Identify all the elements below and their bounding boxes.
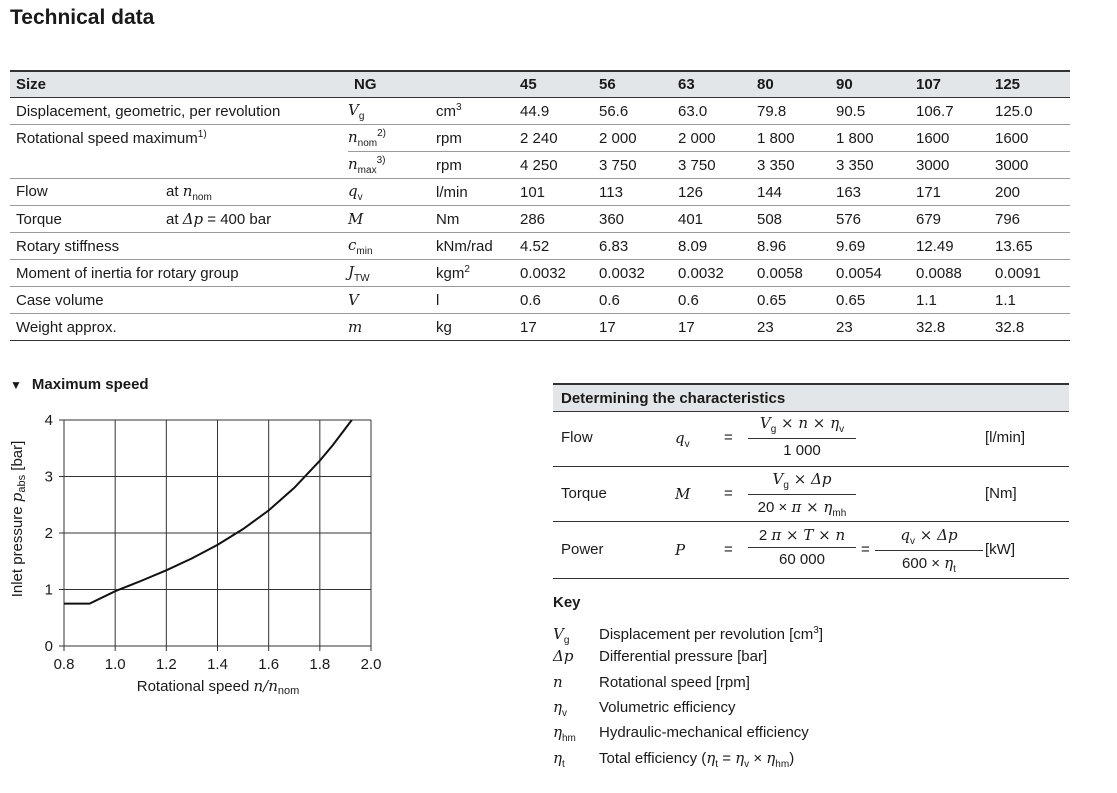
formula-torque (553, 467, 1069, 522)
chart-tick-labels (45, 412, 382, 673)
value-cell: 679 (910, 206, 989, 233)
formula-fraction: $V_g \times \Delta p$ $20 \times \pi \times \eta_{mh}$ (748, 470, 856, 519)
row-symbol: $J_{TW}$ (348, 260, 430, 287)
row-unit: l/min (430, 179, 514, 206)
value-cell: 90.5 (830, 98, 910, 125)
value-cell: 360 (593, 206, 672, 233)
formula-equals: = (861, 541, 870, 558)
row-label: Case volume (10, 287, 348, 314)
table-row (10, 206, 1070, 233)
value-cell: 79.8 (751, 98, 830, 125)
row-label: Rotary stiffness (10, 233, 348, 260)
series-line (64, 420, 352, 604)
header-size-value: 80 (751, 71, 830, 98)
row-unit: l (430, 287, 514, 314)
value-cell: 106.7 (910, 98, 989, 125)
value-cell: 200 (989, 179, 1070, 206)
formula-power (553, 522, 1069, 579)
value-cell: 1600 (989, 125, 1070, 152)
table-header-row (10, 71, 1070, 98)
header-size-value: 107 (910, 71, 989, 98)
header-size-value: 90 (830, 71, 910, 98)
value-cell: 23 (830, 314, 910, 341)
value-cell: 0.6 (672, 287, 751, 314)
value-cell: 1.1 (910, 287, 989, 314)
formula-label: Torque (561, 485, 607, 502)
value-cell: 0.0032 (514, 260, 593, 287)
y-tick-label: 2 (44, 525, 53, 542)
row-unit: kNm/rad (430, 233, 514, 260)
value-cell: 0.0088 (910, 260, 989, 287)
header-size-value: 45 (514, 71, 593, 98)
formula-symbol: $q_v$ (675, 429, 690, 450)
value-cell: 0.65 (751, 287, 830, 314)
value-cell: 44.9 (514, 98, 593, 125)
row-unit: Nm (430, 206, 514, 233)
value-cell: 17 (514, 314, 593, 341)
header-size: Size (10, 71, 348, 98)
x-tick-label: 1.0 (104, 656, 126, 673)
table-row (10, 152, 1070, 179)
row-unit: $cm^3$ (430, 98, 514, 125)
row-label: Moment of inertia for rotary group (10, 260, 348, 287)
x-tick-label: 1.8 (309, 656, 331, 673)
table-row (10, 98, 1070, 125)
key-title: Key (553, 594, 581, 611)
value-cell: 3000 (989, 152, 1070, 179)
value-cell: 8.96 (751, 233, 830, 260)
row-symbol: M (348, 206, 430, 233)
value-cell: 2 000 (593, 125, 672, 152)
formula-equals: = (724, 541, 733, 558)
table-row (10, 287, 1070, 314)
header-ng: NG (348, 71, 430, 98)
formula-equals: = (724, 485, 733, 502)
value-cell: 1600 (910, 125, 989, 152)
value-cell: 2 240 (514, 125, 593, 152)
key-item: $V_g$ Displacement per revolution $[cm^3]$ (553, 625, 823, 646)
y-tick-label: 4 (44, 412, 53, 429)
characteristics-panel (553, 383, 1069, 579)
key-item: Δp Differential pressure [bar] (553, 647, 768, 665)
value-cell: 23 (751, 314, 830, 341)
value-cell: 6.83 (593, 233, 672, 260)
row-symbol: m (348, 314, 430, 341)
value-cell: 125.0 (989, 98, 1070, 125)
x-tick-label: 2.0 (360, 656, 382, 673)
table-row (10, 314, 1070, 341)
value-cell: 796 (989, 206, 1070, 233)
value-cell: 17 (593, 314, 672, 341)
value-cell: 1 800 (751, 125, 830, 152)
row-unit: rpm (430, 152, 514, 179)
value-cell: 576 (830, 206, 910, 233)
table-row (10, 233, 1070, 260)
formula-equals: = (724, 429, 733, 446)
row-symbol: $q_v$ (348, 179, 430, 206)
key-item: $\eta_t$ Total efficiency $(\eta_t = \eta_v \times \eta_{hm})$ (553, 749, 795, 770)
value-cell: 17 (672, 314, 751, 341)
x-tick-label: 1.6 (258, 656, 280, 673)
key-item: n Rotational speed [rpm] (553, 673, 750, 691)
row-symbol: V (348, 287, 430, 314)
value-cell: 144 (751, 179, 830, 206)
row-symbol: $n_{nom}^{2)}$ (348, 125, 430, 152)
value-cell: 0.65 (830, 287, 910, 314)
formula-symbol: M (675, 485, 691, 503)
formula-unit: [l/min] (985, 429, 1026, 446)
value-cell: 101 (514, 179, 593, 206)
value-cell: 0.6 (514, 287, 593, 314)
value-cell: 4 250 (514, 152, 593, 179)
maximum-speed-chart (0, 400, 420, 700)
formula-label: Power (561, 541, 604, 558)
row-unit: kg (430, 314, 514, 341)
row-symbol: $V_g$ (348, 98, 430, 125)
x-axis-label: Rotational speed $n/n_{nom}$ (136, 677, 300, 697)
value-cell: 3000 (910, 152, 989, 179)
value-cell: 163 (830, 179, 910, 206)
value-cell: 0.0091 (989, 260, 1070, 287)
row-unit: kgm$^2$ (430, 260, 514, 287)
y-axis-label: Inlet pressure $p_{abs}$ [bar] (8, 440, 28, 598)
value-cell: 4.52 (514, 233, 593, 260)
formula-symbol: P (675, 541, 686, 559)
formula-label: Flow (561, 429, 593, 446)
value-cell: 1 800 (830, 125, 910, 152)
table-row (10, 125, 1070, 152)
value-cell: 13.65 (989, 233, 1070, 260)
value-cell: 3 350 (751, 152, 830, 179)
value-cell: 0.0058 (751, 260, 830, 287)
value-cell: 171 (910, 179, 989, 206)
value-cell: 1.1 (989, 287, 1070, 314)
header-size-value: 56 (593, 71, 672, 98)
table-row (10, 179, 1070, 206)
triangle-down-icon: ▼ (10, 378, 22, 392)
row-symbol: $n_{max}^{3)}$ (348, 152, 430, 179)
value-cell: 113 (593, 179, 672, 206)
formula-fraction: $\frac{V_g \times n \times \eta_v}{1 000}$ (748, 414, 856, 459)
value-cell: 0.0032 (593, 260, 672, 287)
key-item: $\eta_{hm}$ Hydraulic-mechanical efficiency (553, 723, 809, 744)
value-cell: 508 (751, 206, 830, 233)
value-cell: 32.8 (989, 314, 1070, 341)
characteristics-heading: Determining the characteristics (553, 383, 1069, 412)
value-cell: 3 350 (830, 152, 910, 179)
value-cell: 0.6 (593, 287, 672, 314)
formula-fraction: $\frac{2 \pi \times T \times n}{60 000}$ (748, 526, 856, 568)
y-tick-label: 3 (44, 468, 53, 486)
row-label: Flow at $n_{nom}$ (10, 179, 348, 206)
value-cell: 2 000 (672, 125, 751, 152)
page-title: Technical data (10, 6, 155, 29)
row-label: Weight approx. (10, 314, 348, 341)
value-cell: 9.69 (830, 233, 910, 260)
value-cell: 3 750 (672, 152, 751, 179)
value-cell: 12.49 (910, 233, 989, 260)
x-tick-label: 0.8 (53, 656, 75, 673)
header-size-value: 63 (672, 71, 751, 98)
value-cell: 3 750 (593, 152, 672, 179)
y-tick-label: 1 (44, 581, 53, 599)
value-cell: 286 (514, 206, 593, 233)
table-row (10, 260, 1070, 287)
x-tick-label: 1.4 (207, 656, 228, 673)
formula-unit: [kW] (985, 541, 1015, 558)
technical-data-table (10, 70, 1070, 341)
formula-flow (553, 412, 1069, 467)
value-cell: 32.8 (910, 314, 989, 341)
value-cell: 56.6 (593, 98, 672, 125)
formula-fraction: $\frac{q_v \times \Delta p}{600 \times \eta_t}$ (875, 526, 983, 575)
row-label: Torque at Δp = 400 bar (10, 206, 348, 233)
row-unit: rpm (430, 125, 514, 152)
header-size-value: 125 (989, 71, 1070, 98)
row-symbol: $c_{min}$ (348, 233, 430, 260)
formula-unit: [Nm] (985, 485, 1017, 502)
value-cell: 126 (672, 179, 751, 206)
row-label: Rotational speed maximum$^{1)}$ (16, 129, 207, 148)
chart-heading: ▼ Maximum speed (10, 376, 149, 393)
value-cell: 0.0054 (830, 260, 910, 287)
value-cell: 401 (672, 206, 751, 233)
key-item: $\eta_v$ Volumetric efficiency (553, 698, 736, 719)
value-cell: 0.0032 (672, 260, 751, 287)
x-tick-label: 1.2 (155, 656, 177, 673)
y-tick-label: 0 (44, 638, 53, 655)
row-label: Displacement, geometric, per revolution (10, 98, 348, 125)
value-cell: 8.09 (672, 233, 751, 260)
value-cell: 63.0 (672, 98, 751, 125)
